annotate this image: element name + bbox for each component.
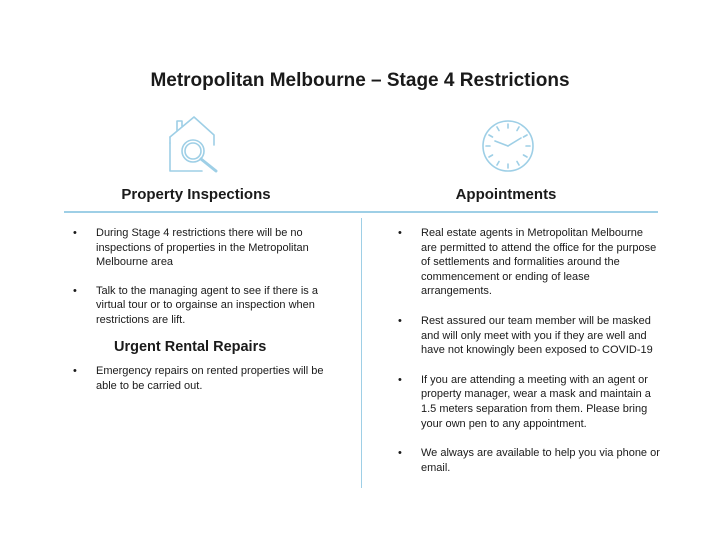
repairs-list [63,364,335,393]
list-item: • Emergency repairs on rented properties will be able to be carried out. [63,364,335,393]
house-search-icon [166,113,226,175]
page-title: Metropolitan Melbourne – Stage 4 Restrictions [150,70,570,91]
list-item: • Talk to the managing agent to see if there is a virtual tour or to orgainse an inspection when restrictions are lift. [63,284,331,328]
appointments-heading: Appointments [455,186,557,203]
header-divider [64,211,658,213]
list-item: • If you are attending a meeting with an agent or property manager, wear a mask and maintain a 1.5 meters separation from them. Please bring your own pen to any appointment. [388,373,660,431]
urgent-repairs-heading: Urgent Rental Repairs [114,339,267,355]
list-item: • Real estate agents in Metropolitan Melbourne are permitted to attend the office for the purpose of settlements and formalities around the commencement or ending of lease arrangements. [388,226,660,299]
list-item: • We always are available to help you via phone or email. [388,446,660,475]
inspections-list [63,226,331,328]
appointments-list [388,226,660,475]
property-inspections-heading: Property Inspections [121,186,271,203]
column-divider [361,218,362,488]
list-item: • Rest assured our team member will be masked and will only meet with you if they are well and have not knowingly been exposed to COVID-19 [388,314,660,358]
list-item: • During Stage 4 restrictions there will be no inspections of properties in the Metropolitan Melbourne area [63,226,331,270]
clock-icon [480,118,536,174]
